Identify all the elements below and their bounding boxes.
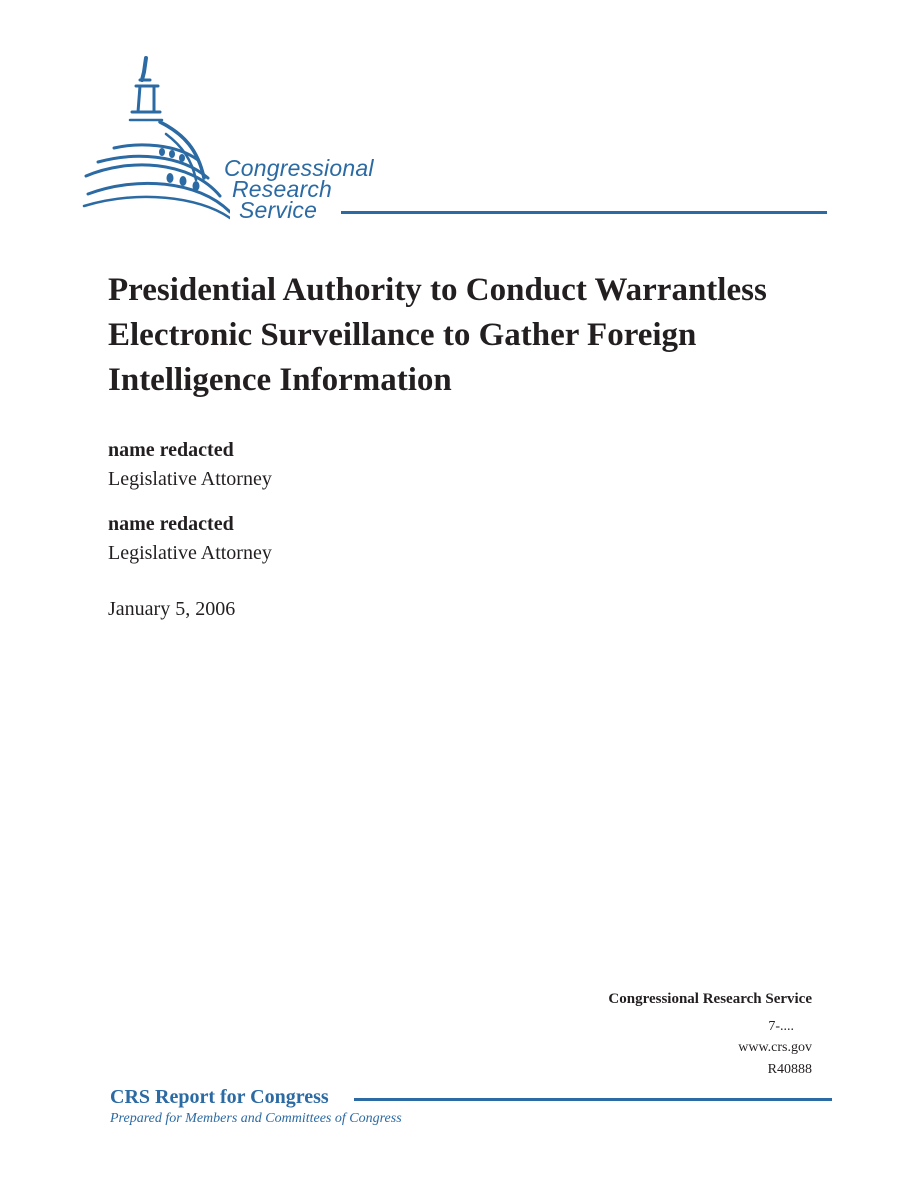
report-rule	[354, 1098, 832, 1101]
logo-word-congressional: Congressional	[224, 155, 374, 181]
author-1-role: Legislative Attorney	[108, 468, 272, 490]
report-subtitle: Prepared for Members and Committees of Congress	[110, 1111, 402, 1126]
document-title: Presidential Authority to Conduct Warrantless Electronic Surveillance to Gather Foreign Intelligence Information	[108, 272, 767, 398]
crs-phone: 7-....	[768, 1019, 794, 1034]
logo-word-service: Service	[239, 197, 318, 223]
author-2-name: name redacted	[108, 513, 234, 535]
crs-organization: Congressional Research Service	[608, 991, 812, 1007]
document-date: January 5, 2006	[108, 598, 236, 620]
capitol-dome-icon	[80, 50, 230, 222]
author-1-name: name redacted	[108, 439, 234, 461]
logo-rule	[341, 211, 827, 214]
report-number: R40888	[767, 1062, 812, 1077]
report-title: CRS Report for Congress	[110, 1086, 329, 1108]
author-2-role: Legislative Attorney	[108, 542, 272, 564]
crs-website[interactable]: www.crs.gov	[738, 1040, 812, 1055]
logo-word-research: Research	[232, 176, 333, 202]
